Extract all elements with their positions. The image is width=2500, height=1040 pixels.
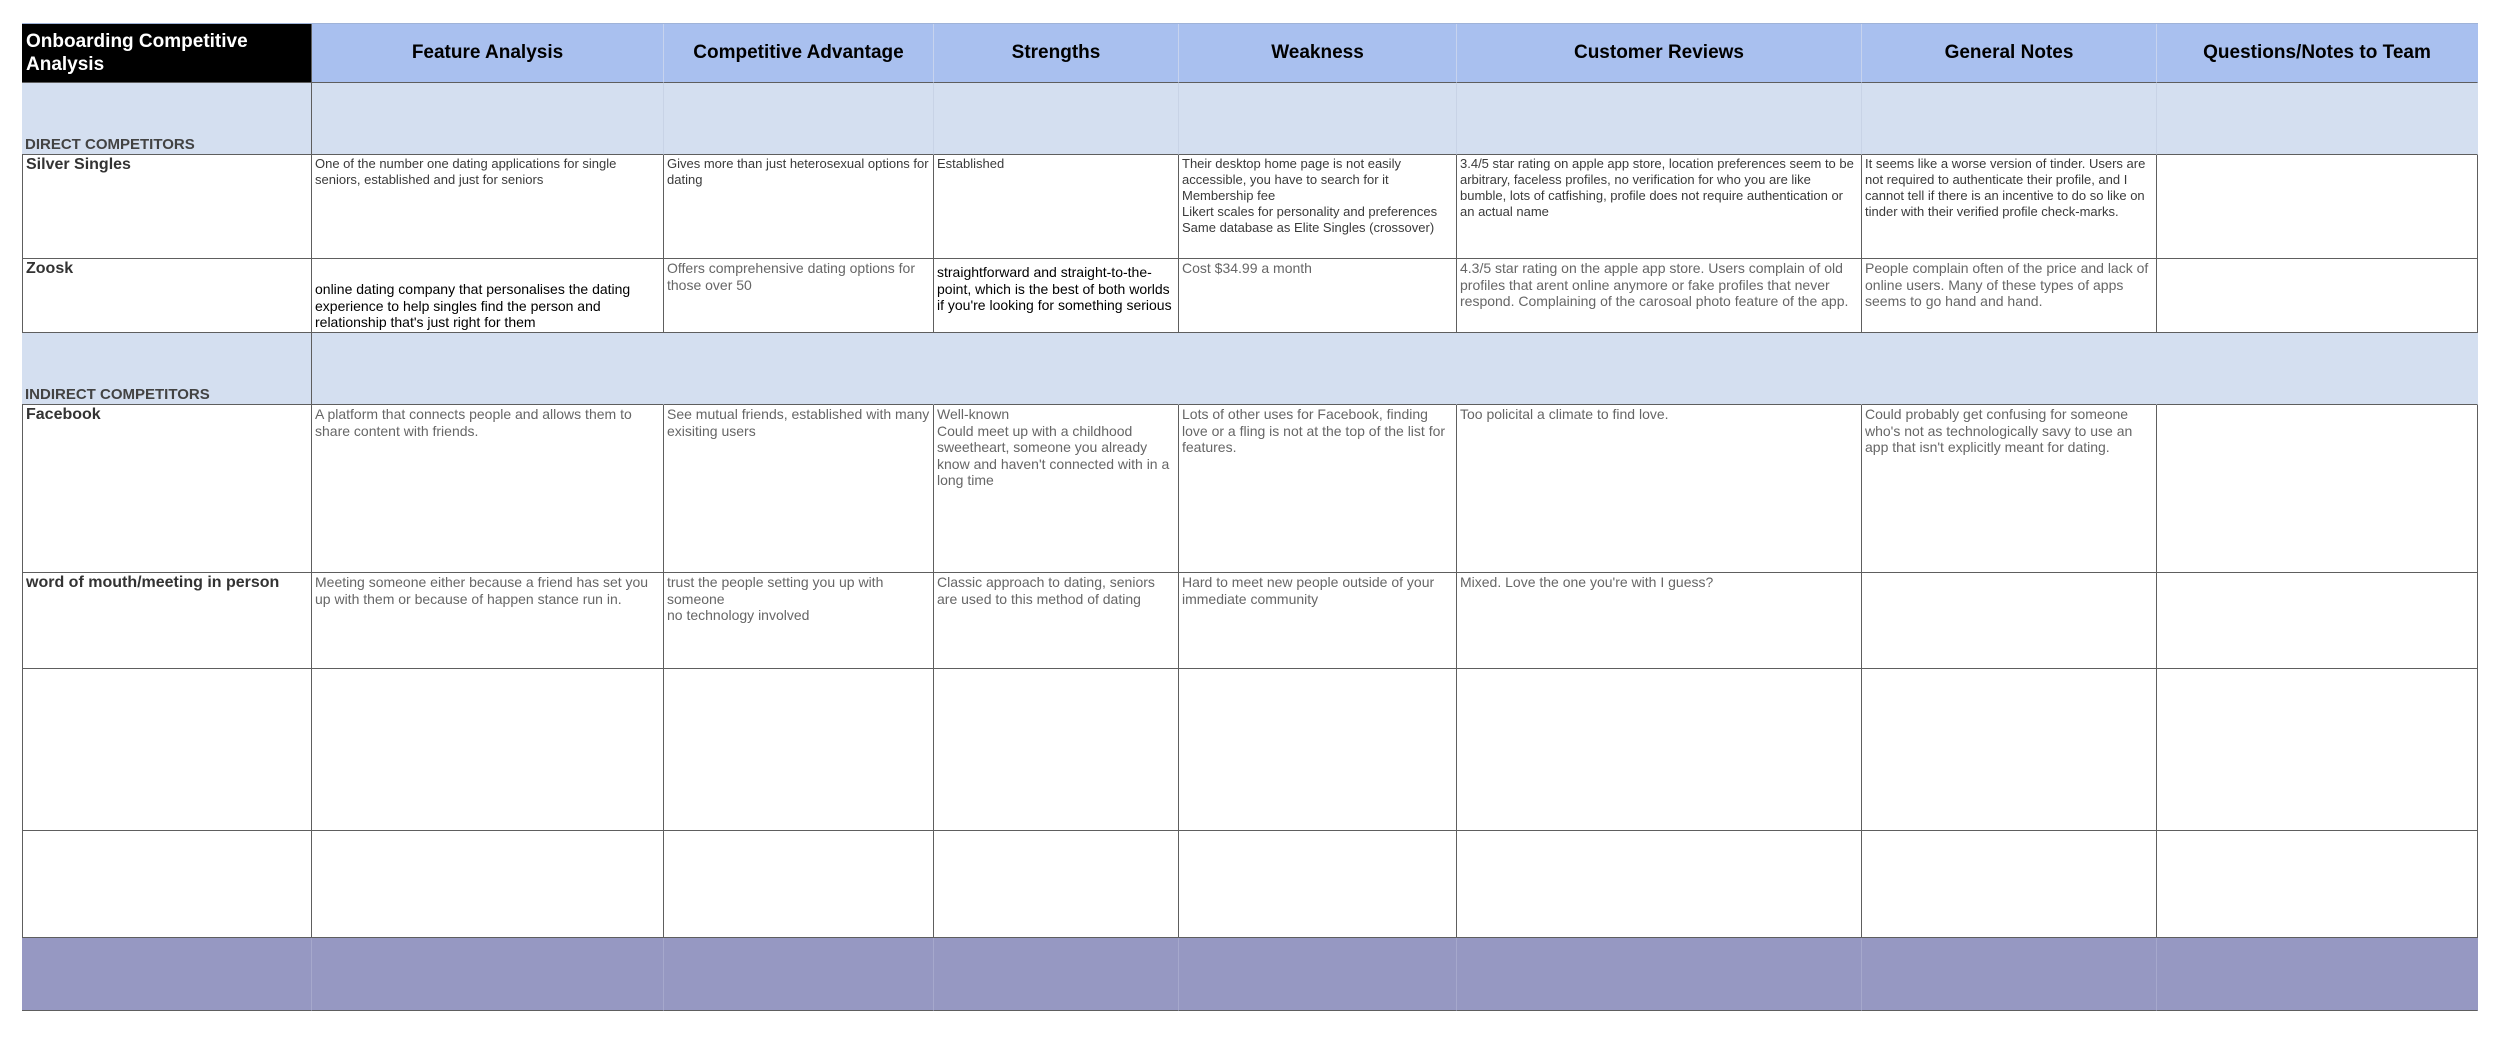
empty-cell[interactable] — [1179, 669, 1457, 831]
table-row-facebook — [22, 405, 2478, 573]
feature-analysis-cell[interactable]: Meeting someone either because a friend has set you up with them or because of happen stance run in. — [312, 573, 664, 669]
empty-cell[interactable] — [22, 669, 312, 831]
questions-cell[interactable] — [2157, 573, 2478, 669]
section-cell[interactable] — [1179, 333, 1457, 405]
empty-cell[interactable] — [934, 831, 1179, 938]
strengths-cell[interactable]: Well-known Could meet up with a childhood sweetheart, someone you already know and haven't connected with in a long time — [934, 405, 1179, 573]
section-cell[interactable] — [2157, 333, 2478, 405]
customer-reviews-cell[interactable]: Mixed. Love the one you're with I guess? — [1457, 573, 1862, 669]
section-cell[interactable] — [934, 333, 1179, 405]
section-cell[interactable] — [1457, 333, 1862, 405]
empty-cell[interactable] — [664, 831, 934, 938]
questions-cell[interactable] — [2157, 155, 2478, 259]
section-cell[interactable] — [664, 333, 934, 405]
strengths-cell[interactable]: Established — [934, 155, 1179, 259]
empty-cell[interactable] — [934, 669, 1179, 831]
sheet-title[interactable]: Onboarding Competitive Analysis — [22, 24, 312, 83]
empty-cell[interactable] — [22, 831, 312, 938]
footer-cell[interactable] — [312, 938, 664, 1011]
competitive-advantage-cell[interactable]: trust the people setting you up with someone no technology involved — [664, 573, 934, 669]
footer-cell[interactable] — [1179, 938, 1457, 1011]
questions-cell[interactable] — [2157, 405, 2478, 573]
strengths-cell[interactable]: straightforward and straight-to-the-point, which is the best of both worlds if you're looking for something serious — [934, 259, 1179, 333]
feature-analysis-cell[interactable]: A platform that connects people and allows them to share content with friends. — [312, 405, 664, 573]
weakness-cell[interactable]: Their desktop home page is not easily accessible, you have to search for it Membership fee Likert scales for personality and preferences Same database as Elite Singles (crossover) — [1179, 155, 1457, 259]
weakness-cell[interactable]: Lots of other uses for Facebook, finding love or a fling is not at the top of the list for features. — [1179, 405, 1457, 573]
empty-cell[interactable] — [1457, 669, 1862, 831]
table-row-empty — [22, 831, 2478, 938]
customer-reviews-cell[interactable]: 3.4/5 star rating on apple app store, location preferences seem to be arbitrary, faceless profiles, no verification for who you are like bumble, lots of catfishing, profile does not require authentication or an actual name — [1457, 155, 1862, 259]
competitor-name-cell[interactable]: word of mouth/meeting in person — [22, 573, 312, 669]
general-notes-cell[interactable]: It seems like a worse version of tinder. Users are not required to authenticate their profile, and I cannot tell if there is an incentive to do so like on tinder with their verified profile check-marks. — [1862, 155, 2157, 259]
general-notes-cell[interactable]: People complain often of the price and lack of online users. Many of these types of apps seems to go hand and hand. — [1862, 259, 2157, 333]
empty-cell[interactable] — [1862, 669, 2157, 831]
column-header-general-notes[interactable]: General Notes — [1862, 24, 2157, 83]
section-label-direct-competitors[interactable]: DIRECT COMPETITORS — [22, 83, 312, 155]
questions-cell[interactable] — [2157, 259, 2478, 333]
footer-band-row — [22, 938, 2478, 1011]
empty-cell[interactable] — [2157, 831, 2478, 938]
column-header-competitive-advantage[interactable]: Competitive Advantage — [664, 24, 934, 83]
section-cell[interactable] — [312, 83, 664, 155]
column-header-strengths[interactable]: Strengths — [934, 24, 1179, 83]
column-header-feature-analysis[interactable]: Feature Analysis — [312, 24, 664, 83]
footer-cell[interactable] — [1457, 938, 1862, 1011]
section-cell[interactable] — [2157, 83, 2478, 155]
general-notes-cell[interactable]: Could probably get confusing for someone who's not as technologically savy to use an app that isn't explicitly meant for dating. — [1862, 405, 2157, 573]
table-row-silver-singles — [22, 155, 2478, 259]
section-row-direct — [22, 83, 2478, 155]
section-cell[interactable] — [1862, 83, 2157, 155]
competitive-advantage-cell[interactable]: Gives more than just heterosexual options for dating — [664, 155, 934, 259]
competitive-analysis-sheet — [22, 23, 2478, 1011]
footer-cell[interactable] — [934, 938, 1179, 1011]
section-cell[interactable] — [664, 83, 934, 155]
feature-analysis-cell[interactable]: One of the number one dating applications for single seniors, established and just for seniors — [312, 155, 664, 259]
competitor-name-cell[interactable]: Zoosk — [22, 259, 312, 333]
competitive-advantage-cell[interactable]: Offers comprehensive dating options for those over 50 — [664, 259, 934, 333]
column-header-customer-reviews[interactable]: Customer Reviews — [1457, 24, 1862, 83]
header-row — [22, 23, 2478, 83]
footer-cell[interactable] — [1862, 938, 2157, 1011]
empty-cell[interactable] — [312, 831, 664, 938]
competitive-advantage-cell[interactable]: See mutual friends, established with many exisiting users — [664, 405, 934, 573]
column-header-weakness[interactable]: Weakness — [1179, 24, 1457, 83]
competitor-name-cell[interactable]: Facebook — [22, 405, 312, 573]
footer-cell[interactable] — [2157, 938, 2478, 1011]
empty-cell[interactable] — [664, 669, 934, 831]
column-header-questions-notes[interactable]: Questions/Notes to Team — [2157, 24, 2478, 83]
general-notes-cell[interactable] — [1862, 573, 2157, 669]
section-cell[interactable] — [1862, 333, 2157, 405]
footer-cell[interactable] — [664, 938, 934, 1011]
table-row-zoosk — [22, 259, 2478, 333]
customer-reviews-cell[interactable]: Too policital a climate to find love. — [1457, 405, 1862, 573]
empty-cell[interactable] — [2157, 669, 2478, 831]
competitor-name-cell[interactable]: Silver Singles — [22, 155, 312, 259]
table-row-empty — [22, 669, 2478, 831]
table-row-word-of-mouth — [22, 573, 2478, 669]
weakness-cell[interactable]: Hard to meet new people outside of your immediate community — [1179, 573, 1457, 669]
empty-cell[interactable] — [1179, 831, 1457, 938]
weakness-cell[interactable]: Cost $34.99 a month — [1179, 259, 1457, 333]
empty-cell[interactable] — [1457, 831, 1862, 938]
section-cell[interactable] — [1179, 83, 1457, 155]
strengths-cell[interactable]: Classic approach to dating, seniors are used to this method of dating — [934, 573, 1179, 669]
feature-analysis-cell[interactable]: online dating company that personalises the dating experience to help singles find the person and relationship that's just right for them — [312, 259, 664, 333]
customer-reviews-cell[interactable]: 4.3/5 star rating on the apple app store. Users complain of old profiles that arent online anymore or fake profiles that never respond. Complaining of the carosoal photo feature of the app. — [1457, 259, 1862, 333]
section-cell[interactable] — [1457, 83, 1862, 155]
empty-cell[interactable] — [1862, 831, 2157, 938]
section-cell[interactable] — [312, 333, 664, 405]
section-cell[interactable] — [934, 83, 1179, 155]
footer-cell[interactable] — [22, 938, 312, 1011]
section-label-indirect-competitors[interactable]: INDIRECT COMPETITORS — [22, 333, 312, 405]
section-row-indirect — [22, 333, 2478, 405]
empty-cell[interactable] — [312, 669, 664, 831]
